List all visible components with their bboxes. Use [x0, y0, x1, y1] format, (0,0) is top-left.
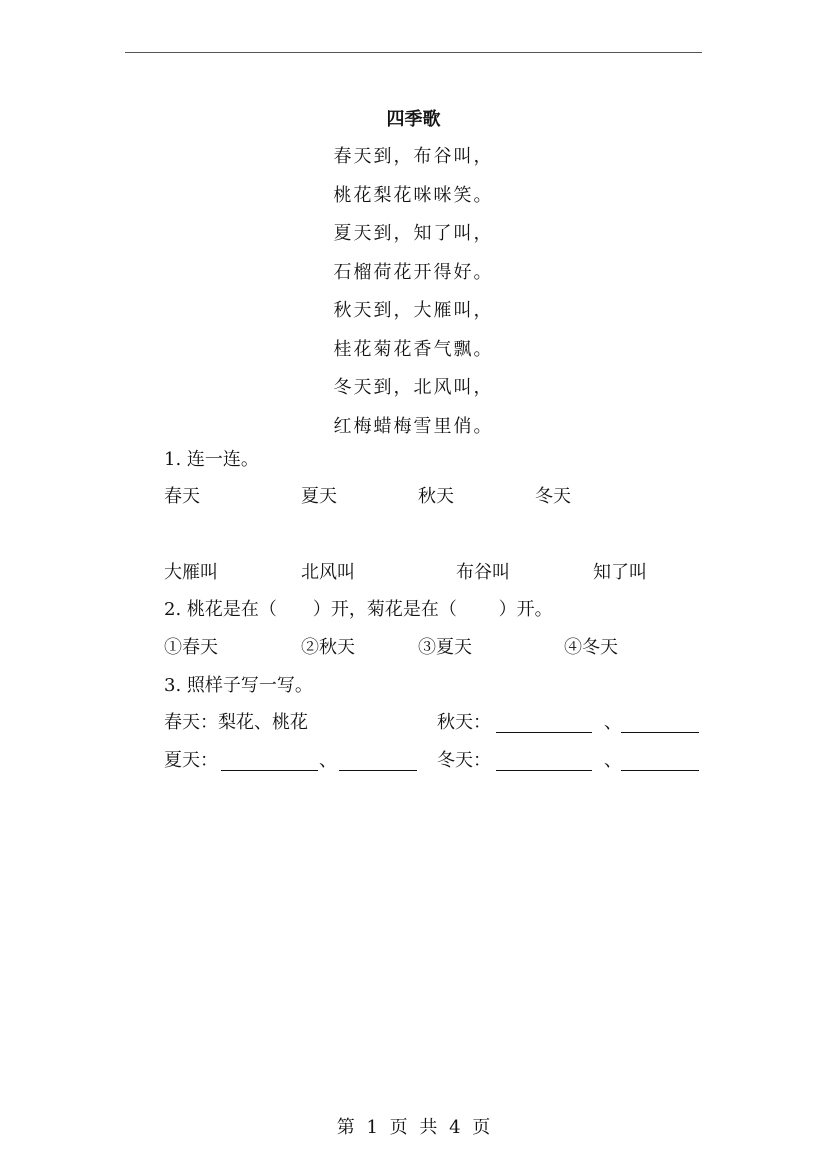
page-title: 四季歌 [386, 109, 441, 130]
q3-example: 春天：梨花、桃花 [164, 712, 308, 733]
q3-separator: 、 [604, 750, 622, 771]
question-3-prompt: 3. 照样子写一写。 [164, 675, 313, 696]
question-2-prompt: 2. 桃花是在（ ）开，菊花是在（ ）开。 [164, 599, 553, 620]
q2-option[interactable]: ②秋天 [301, 637, 355, 658]
q1-season[interactable]: 夏天 [301, 486, 337, 507]
q3-winter-blank-1[interactable] [496, 770, 592, 771]
poem-line: 秋天到，大雁叫， [333, 300, 494, 321]
q3-autumn-label: 秋天： [437, 712, 491, 733]
poem-line: 桃花梨花咪咪笑。 [333, 184, 494, 206]
q3-separator: 、 [319, 750, 337, 771]
poem-line: 冬天到，北风叫， [333, 377, 494, 398]
header-rule [125, 52, 702, 53]
q1-sound[interactable]: 布谷叫 [456, 562, 510, 583]
q1-season[interactable]: 春天 [164, 486, 200, 507]
q3-autumn-blank-1[interactable] [496, 732, 592, 733]
q3-winter-blank-2[interactable] [621, 770, 699, 771]
q1-sound[interactable]: 大雁叫 [164, 562, 218, 583]
q1-sound[interactable]: 北风叫 [301, 562, 355, 583]
q3-summer-blank-1[interactable] [221, 770, 318, 771]
page-footer: 第 1 页 共 4 页 [336, 1117, 491, 1138]
q3-summer-label: 夏天： [164, 750, 218, 771]
q2-option[interactable]: ④冬天 [564, 637, 618, 658]
q1-season[interactable]: 秋天 [418, 486, 454, 507]
q2-option[interactable]: ③夏天 [418, 637, 472, 658]
question-1-prompt: 1. 连一连。 [164, 449, 259, 470]
poem-line: 桂花菊花香气飘。 [333, 338, 494, 360]
q3-autumn-blank-2[interactable] [621, 732, 699, 733]
q3-summer-blank-2[interactable] [339, 770, 417, 771]
q2-option[interactable]: ①春天 [164, 637, 218, 658]
q1-sound[interactable]: 知了叫 [593, 562, 647, 583]
poem-line: 夏天到，知了叫， [333, 223, 494, 244]
poem-line: 红梅蜡梅雪里俏。 [333, 415, 494, 437]
q1-season[interactable]: 冬天 [535, 486, 571, 507]
poem [0, 145, 827, 453]
poem-line: 春天到，布谷叫， [333, 146, 494, 167]
poem-line: 石榴荷花开得好。 [333, 261, 494, 283]
q3-winter-label: 冬天： [437, 750, 491, 771]
q3-separator: 、 [604, 712, 622, 733]
